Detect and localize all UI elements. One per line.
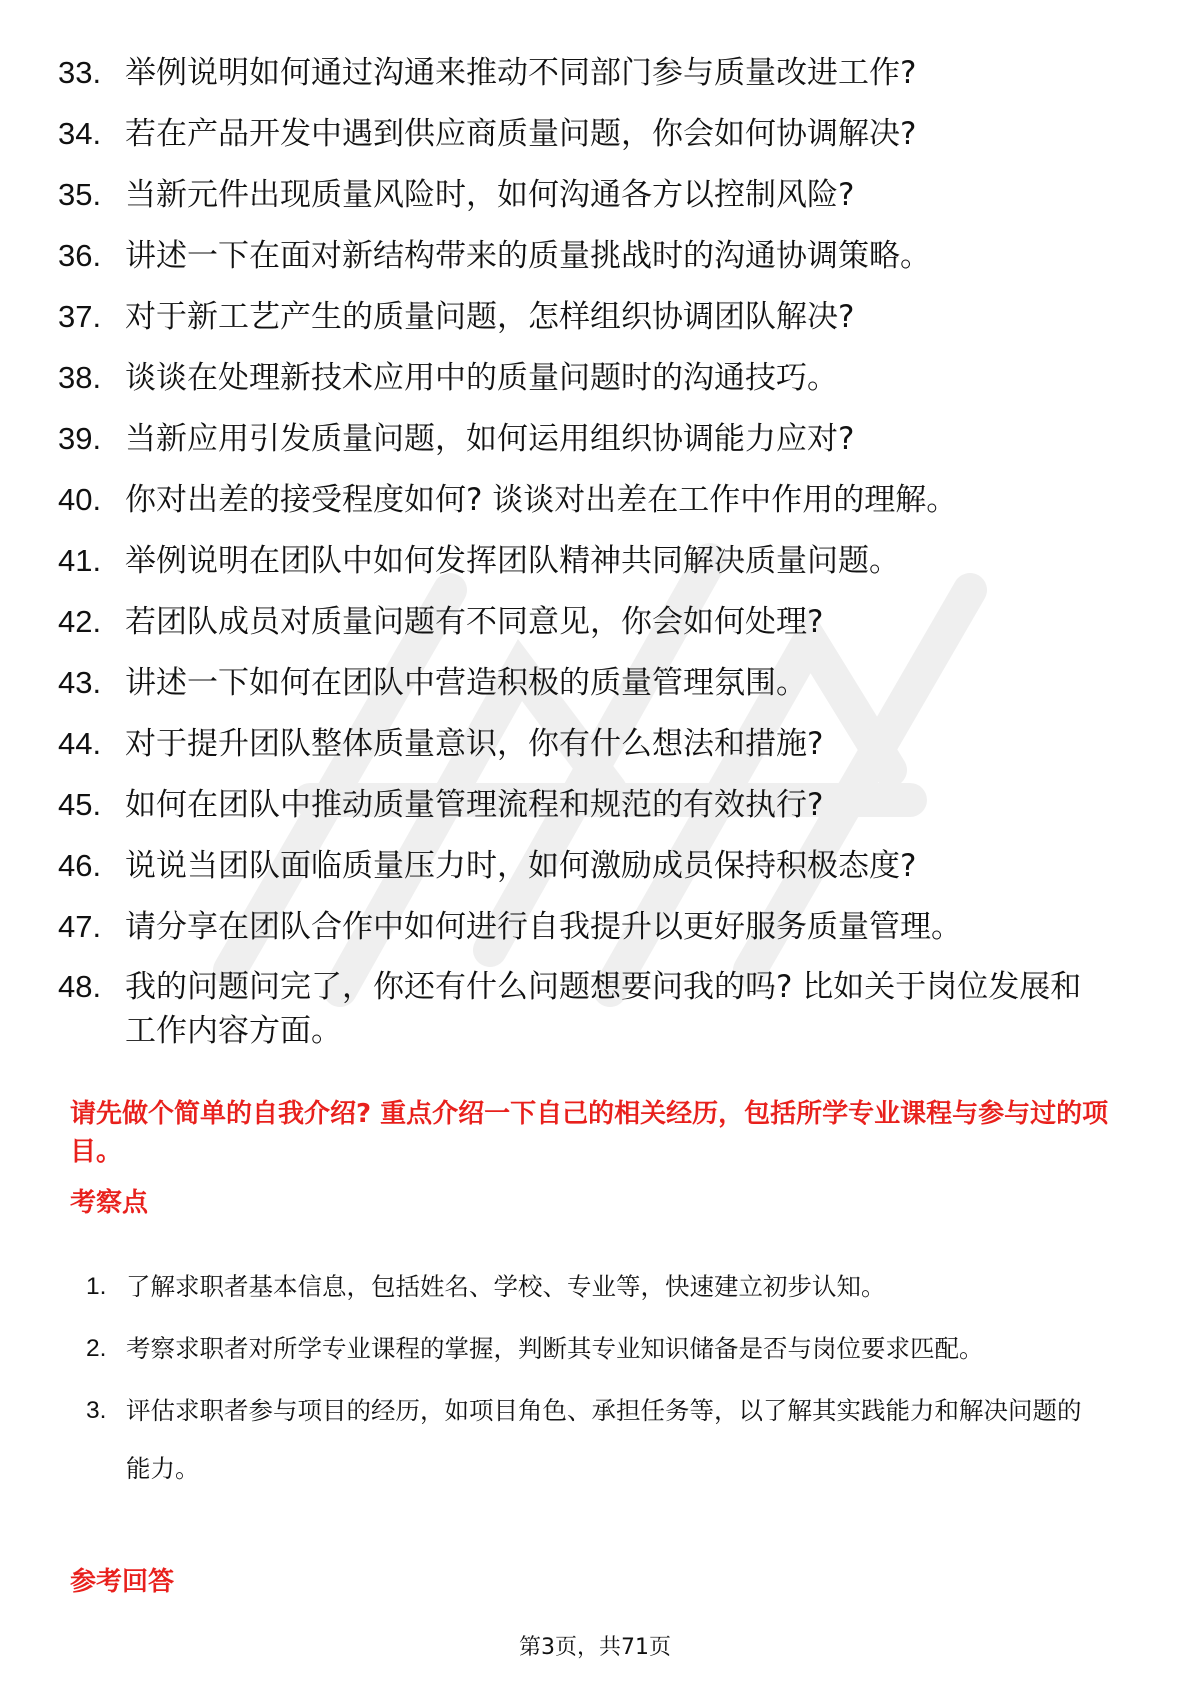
focus-point-list bbox=[0, 1258, 1190, 1502]
question-number: 47. bbox=[58, 909, 102, 944]
section-title-focus: 考察点 bbox=[70, 1188, 149, 1218]
question-text: 对于提升团队整体质量意识，你有什么想法和措施? bbox=[125, 726, 824, 762]
question-text: 若团队成员对质量问题有不同意见，你会如何处理? bbox=[125, 604, 824, 640]
list-item bbox=[0, 1320, 1190, 1378]
question-number: 42. bbox=[58, 604, 102, 639]
question-number: 40. bbox=[58, 482, 102, 517]
list-item bbox=[0, 50, 1190, 96]
question-text: 你对出差的接受程度如何? 谈谈对出差在工作中作用的理解。 bbox=[125, 482, 958, 518]
question-text: 讲述一下在面对新结构带来的质量挑战时的沟通协调策略。 bbox=[125, 238, 931, 274]
list-item bbox=[0, 843, 1190, 889]
list-item bbox=[0, 721, 1190, 767]
list-item bbox=[0, 416, 1190, 462]
question-number: 41. bbox=[58, 543, 102, 578]
list-item bbox=[0, 782, 1190, 828]
question-text: 讲述一下如何在团队中营造积极的质量管理氛围。 bbox=[125, 665, 807, 701]
question-text: 对于新工艺产生的质量问题，怎样组织协调团队解决? bbox=[125, 299, 855, 335]
question-number: 33. bbox=[58, 55, 102, 90]
point-text: 考察求职者对所学专业课程的掌握，判断其专业知识储备是否与岗位要求匹配。 bbox=[126, 1334, 984, 1363]
question-number: 44. bbox=[58, 726, 102, 761]
question-text: 若在产品开发中遇到供应商质量问题，你会如何协调解决? bbox=[125, 116, 917, 152]
question-number: 43. bbox=[58, 665, 102, 700]
page-footer: 第3页，共71页 bbox=[519, 1635, 671, 1660]
question-number: 45. bbox=[58, 787, 102, 822]
section-title-answer: 参考回答 bbox=[70, 1567, 175, 1597]
point-number: 1. bbox=[86, 1273, 107, 1300]
question-text: 当新应用引发质量问题，如何运用组织协调能力应对? bbox=[125, 421, 855, 457]
question-number: 35. bbox=[58, 177, 102, 212]
question-text: 如何在团队中推动质量管理流程和规范的有效执行? bbox=[125, 787, 824, 823]
point-text: 了解求职者基本信息，包括姓名、学校、专业等，快速建立初步认知。 bbox=[126, 1272, 886, 1301]
list-item bbox=[0, 1382, 1190, 1498]
question-number: 36. bbox=[58, 238, 102, 273]
list-item bbox=[0, 477, 1190, 523]
question-list bbox=[0, 50, 1190, 1068]
list-item bbox=[0, 904, 1190, 950]
list-item bbox=[0, 233, 1190, 279]
list-item bbox=[0, 111, 1190, 157]
list-item bbox=[0, 355, 1190, 401]
question-number: 39. bbox=[58, 421, 102, 456]
list-item bbox=[0, 294, 1190, 340]
list-item bbox=[0, 965, 1190, 1053]
question-text: 请分享在团队合作中如何进行自我提升以更好服务质量管理。 bbox=[125, 909, 962, 945]
highlight-question: 请先做个简单的自我介绍? 重点介绍一下自己的相关经历，包括所学专业课程与参与过的项目。 bbox=[70, 1099, 1109, 1167]
question-text: 说说当团队面临质量压力时，如何激励成员保持积极态度? bbox=[125, 848, 917, 884]
question-text: 我的问题问完了，你还有什么问题想要问我的吗? 比如关于岗位发展和工作内容方面。 bbox=[125, 969, 1082, 1049]
point-text: 评估求职者参与项目的经历，如项目角色、承担任务等，以了解其实践能力和解决问题的能力。 bbox=[126, 1396, 1082, 1483]
question-number: 48. bbox=[58, 969, 102, 1004]
point-number: 3. bbox=[86, 1397, 107, 1424]
list-item bbox=[0, 172, 1190, 218]
question-number: 37. bbox=[58, 299, 102, 334]
question-number: 34. bbox=[58, 116, 102, 151]
list-item bbox=[0, 1258, 1190, 1316]
question-text: 当新元件出现质量风险时，如何沟通各方以控制风险? bbox=[125, 177, 855, 213]
list-item bbox=[0, 599, 1190, 645]
question-text: 谈谈在处理新技术应用中的质量问题时的沟通技巧。 bbox=[125, 360, 838, 396]
question-number: 46. bbox=[58, 848, 102, 883]
list-item bbox=[0, 660, 1190, 706]
question-text: 举例说明在团队中如何发挥团队精神共同解决质量问题。 bbox=[125, 543, 900, 579]
question-number: 38. bbox=[58, 360, 102, 395]
question-text: 举例说明如何通过沟通来推动不同部门参与质量改进工作? bbox=[125, 55, 917, 91]
point-number: 2. bbox=[86, 1335, 107, 1362]
list-item bbox=[0, 538, 1190, 584]
